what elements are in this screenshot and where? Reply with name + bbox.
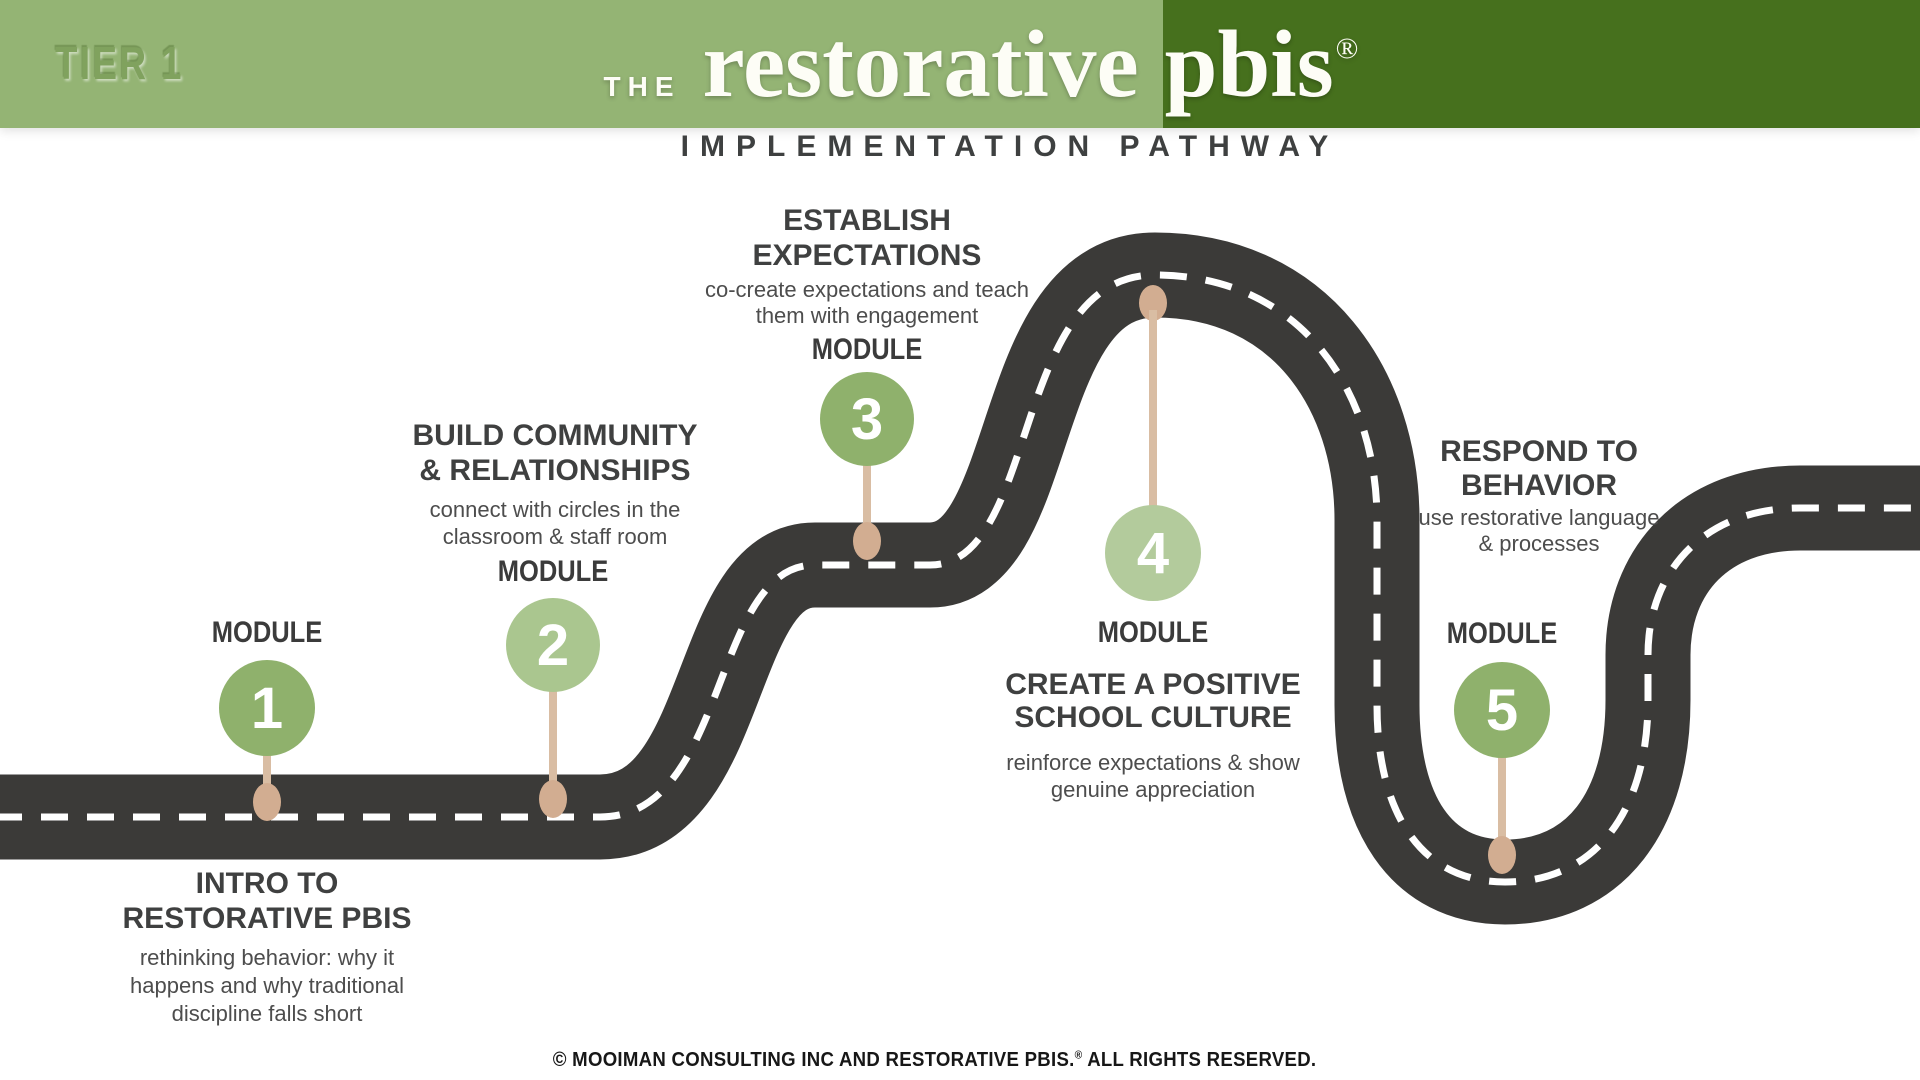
module-1-label: MODULE: [211, 616, 323, 649]
module-4-circle: [1105, 505, 1201, 601]
module-3-circle: [820, 372, 914, 466]
module-1-description: rethinking behavior: why it happens and why traditional discipline falls short: [130, 945, 404, 1026]
module-1-title: INTRO TO RESTORATIVE PBIS: [122, 867, 412, 935]
module-5-description: use restorative language & processes: [1418, 505, 1660, 556]
module-4-title: CREATE A POSITIVE SCHOOL CULTURE: [1005, 668, 1301, 734]
copyright-line: [485, 1049, 1385, 1072]
module-3-title: ESTABLISH EXPECTATIONS: [752, 204, 982, 272]
module-5-number: 5: [1485, 677, 1519, 743]
brand-word-pbis: pbis: [1164, 11, 1334, 117]
module-3-pin-dot: [853, 522, 881, 560]
module-5-label: MODULE: [1446, 617, 1558, 650]
module-2-title: BUILD COMMUNITY & RELATIONSHIPS: [412, 419, 698, 487]
brand-the: THE: [603, 71, 681, 102]
module-3-number: 3: [850, 386, 884, 452]
module-5-circle: [1454, 662, 1550, 758]
module-4-description: reinforce expectations & show genuine appreciation: [1006, 750, 1300, 802]
module-3-label: MODULE: [811, 333, 923, 366]
module-5-pin-dot: [1488, 836, 1516, 874]
subtitle: IMPLEMENTATION PATHWAY: [680, 130, 1340, 163]
registered-mark: ®: [1335, 32, 1359, 65]
module-3-description: co-create expectations and teach them with engagement: [704, 277, 1030, 328]
module-2-pin-dot: [539, 780, 567, 818]
brand-title: [0, 0, 1920, 128]
module-1-circle: [219, 660, 315, 756]
module-1-pin-dot: [253, 783, 281, 821]
header-band: [0, 0, 1920, 128]
module-5-pin: [1488, 755, 1516, 874]
copyright-rights: ALL RIGHTS RESERVED.: [1082, 1049, 1317, 1071]
module-2-description: connect with circles in the classroom & staff room: [429, 497, 681, 549]
brand-word-restorative: restorative: [702, 11, 1139, 117]
module-3-pin: [853, 462, 881, 560]
module-2-label: MODULE: [497, 555, 609, 588]
module-2-number: 2: [536, 612, 570, 678]
module-4-number: 4: [1136, 520, 1170, 586]
module-1-number: 1: [250, 675, 284, 741]
copyright-text: © MOOIMAN CONSULTING INC AND RESTORATIVE PBIS.: [553, 1049, 1076, 1071]
module-2-pin: [539, 690, 567, 818]
module-5-title: RESPOND TO BEHAVIOR: [1440, 435, 1638, 502]
module-2-circle: [506, 598, 600, 692]
module-4-label: MODULE: [1097, 616, 1209, 649]
copyright-registered-mark: ®: [1075, 1049, 1083, 1062]
tier-badge: TIER 1: [55, 37, 184, 89]
